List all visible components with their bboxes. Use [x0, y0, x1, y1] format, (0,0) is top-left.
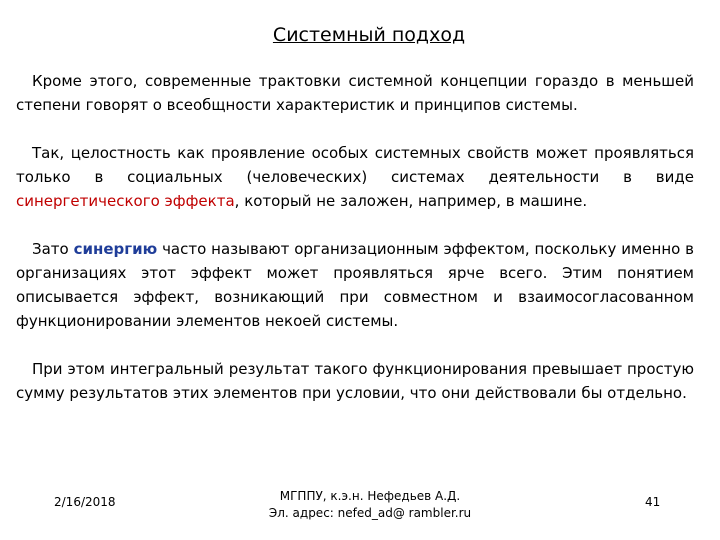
paragraph-4	[16, 357, 694, 405]
synergetic-effect-highlight: синергетического эффекта	[16, 192, 235, 210]
slide-title-text: Системный подход	[272, 24, 466, 46]
synergy-highlight: синергию	[73, 240, 158, 258]
footer-page-number: 41	[645, 495, 661, 509]
paragraph-2	[16, 141, 694, 213]
footer-date: 2/16/2018	[54, 495, 116, 509]
paragraph-3-text-after: часто называют организационным эффектом, поскольку именно в организациях этот эффект может проявляться ярче всего. Этим понятием описывается эффект, возникающий при совместном и взаимосогласованном функционировании элементов некоей системы.	[16, 240, 694, 330]
slide-body	[16, 69, 694, 429]
paragraph-3-text-before: Зато	[32, 240, 74, 258]
paragraph-2-text-after: , который не заложен, например, в машине.	[234, 192, 588, 210]
slide-footer	[0, 488, 720, 528]
paragraph-1	[16, 69, 694, 117]
footer-author-line2: Эл. адрес: nefed_ad@ rambler.ru	[268, 506, 472, 520]
slide-title	[0, 24, 720, 46]
footer-author-line1: МГППУ, к.э.н. Нефедьев А.Д.	[279, 489, 461, 503]
paragraph-3	[16, 237, 694, 333]
footer-author	[240, 488, 500, 522]
paragraph-1-text: Кроме этого, современные трактовки системной концепции гораздо в меньшей степени говорят о всеобщности характеристик и принципов системы.	[16, 72, 694, 114]
paragraph-2-text-before: Так, целостность как проявление особых системных свойств может проявляться только в социальных (человеческих) системах деятельности в виде	[16, 144, 694, 186]
paragraph-4-text: При этом интегральный результат такого функционирования превышает простую сумму результатов этих элементов при условии, что они действовали бы отдельно.	[16, 360, 694, 402]
